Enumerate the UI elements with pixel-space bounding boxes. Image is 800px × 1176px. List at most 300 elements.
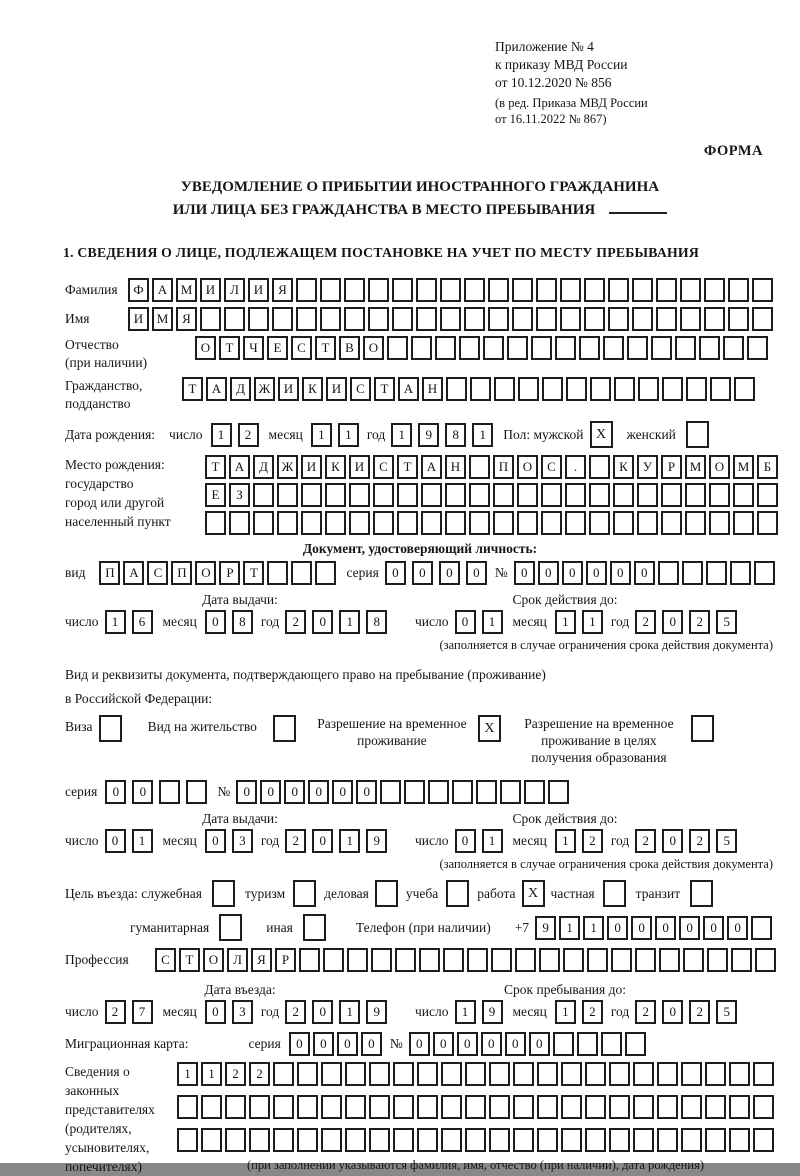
char-box[interactable]: А [421,455,442,479]
char-box[interactable] [293,880,316,907]
char-box[interactable] [517,483,538,507]
char-box[interactable] [757,511,778,535]
char-box[interactable] [489,1095,510,1119]
char-box[interactable] [441,1128,462,1152]
char-box[interactable] [609,1095,630,1119]
char-box[interactable]: 2 [689,610,710,634]
char-box[interactable]: Р [661,455,682,479]
char-box[interactable]: 0 [412,561,433,585]
char-box[interactable]: 1 [555,610,576,634]
char-box[interactable] [680,307,701,331]
char-box[interactable]: У [637,455,658,479]
char-box[interactable] [757,483,778,507]
char-box[interactable] [561,1095,582,1119]
char-box[interactable] [524,780,545,804]
char-box[interactable]: Л [227,948,248,972]
char-box[interactable] [577,1032,598,1056]
char-box[interactable] [491,948,512,972]
char-box[interactable] [658,561,679,585]
char-box[interactable] [303,914,326,941]
birthplace-row1-field[interactable] [205,455,778,479]
char-box[interactable]: 0 [205,829,226,853]
char-box[interactable] [541,511,562,535]
doc-number-field[interactable] [514,561,775,585]
char-box[interactable]: 0 [289,1032,310,1056]
char-box[interactable]: 0 [409,1032,430,1056]
stay-month-field[interactable] [555,1000,603,1024]
char-box[interactable]: 2 [285,829,306,853]
char-box[interactable]: 1 [105,610,126,634]
char-box[interactable] [661,511,682,535]
doc-issue-month-field[interactable] [205,610,253,634]
permit-series-field[interactable] [105,780,207,804]
char-box[interactable] [513,1095,534,1119]
char-box[interactable] [369,1128,390,1152]
char-box[interactable] [296,278,317,302]
residence-permit-checkbox[interactable] [273,715,296,742]
doc-series-field[interactable] [385,561,487,585]
male-checkbox[interactable] [590,421,613,448]
char-box[interactable] [201,1128,222,1152]
char-box[interactable] [297,1095,318,1119]
char-box[interactable]: С [541,455,562,479]
char-box[interactable]: 0 [236,780,257,804]
char-box[interactable]: 0 [205,1000,226,1024]
char-box[interactable] [373,483,394,507]
char-box[interactable]: 9 [366,1000,387,1024]
char-box[interactable] [637,511,658,535]
char-box[interactable] [299,948,320,972]
char-box[interactable] [320,307,341,331]
char-box[interactable] [590,377,611,401]
char-box[interactable]: 5 [716,610,737,634]
char-box[interactable] [752,278,773,302]
char-box[interactable] [212,880,235,907]
char-box[interactable]: Ж [254,377,275,401]
char-box[interactable]: И [248,278,269,302]
char-box[interactable] [371,948,392,972]
doc-valid-month-field[interactable] [555,610,603,634]
char-box[interactable]: П [99,561,120,585]
char-box[interactable] [225,1095,246,1119]
char-box[interactable]: Ж [277,455,298,479]
char-box[interactable]: Д [230,377,251,401]
char-box[interactable]: Д [253,455,274,479]
char-box[interactable] [249,1128,270,1152]
char-box[interactable]: Т [397,455,418,479]
char-box[interactable]: 1 [582,610,603,634]
char-box[interactable] [416,307,437,331]
purpose-work-checkbox[interactable] [522,880,545,907]
char-box[interactable] [710,377,731,401]
char-box[interactable] [584,278,605,302]
char-box[interactable] [321,1062,342,1086]
char-box[interactable]: А [152,278,173,302]
char-box[interactable] [608,307,629,331]
char-box[interactable] [470,377,491,401]
char-box[interactable] [728,307,749,331]
char-box[interactable] [488,278,509,302]
char-box[interactable]: 5 [716,829,737,853]
char-box[interactable]: А [206,377,227,401]
char-box[interactable] [416,278,437,302]
char-box[interactable]: 1 [583,916,604,940]
char-box[interactable] [753,1062,774,1086]
char-box[interactable] [704,278,725,302]
char-box[interactable]: 2 [285,610,306,634]
char-box[interactable] [733,511,754,535]
char-box[interactable] [680,278,701,302]
char-box[interactable] [553,1032,574,1056]
permit-issue-year-field[interactable] [285,829,387,853]
stay-year-field[interactable] [635,1000,737,1024]
char-box[interactable]: Л [224,278,245,302]
char-box[interactable] [752,307,773,331]
char-box[interactable] [681,1095,702,1119]
char-box[interactable] [513,1128,534,1152]
char-box[interactable]: 2 [582,1000,603,1024]
char-box[interactable]: 2 [635,1000,656,1024]
char-box[interactable] [397,483,418,507]
char-box[interactable] [469,455,490,479]
char-box[interactable] [435,336,456,360]
char-box[interactable] [681,1062,702,1086]
char-box[interactable]: 1 [555,1000,576,1024]
char-box[interactable]: 3 [232,1000,253,1024]
char-box[interactable]: 0 [481,1032,502,1056]
char-box[interactable]: В [339,336,360,360]
char-box[interactable]: 0 [727,916,748,940]
char-box[interactable] [633,1095,654,1119]
char-box[interactable] [494,377,515,401]
char-box[interactable] [609,1062,630,1086]
char-box[interactable]: 9 [366,829,387,853]
purpose-private-checkbox[interactable] [603,880,626,907]
purpose-humanitarian-checkbox[interactable] [219,914,242,941]
char-box[interactable]: 0 [385,561,406,585]
char-box[interactable] [411,336,432,360]
female-checkbox[interactable] [686,421,709,448]
char-box[interactable] [277,511,298,535]
profession-field[interactable] [155,948,776,972]
char-box[interactable]: 0 [679,916,700,940]
char-box[interactable] [585,1095,606,1119]
citizenship-field[interactable] [182,377,755,401]
char-box[interactable] [682,561,703,585]
char-box[interactable] [417,1128,438,1152]
char-box[interactable] [548,780,569,804]
char-box[interactable] [349,483,370,507]
char-box[interactable] [730,561,751,585]
char-box[interactable] [662,377,683,401]
char-box[interactable] [368,307,389,331]
char-box[interactable] [465,1128,486,1152]
permit-valid-month-field[interactable] [555,829,603,853]
char-box[interactable]: 0 [634,561,655,585]
char-box[interactable]: 0 [607,916,628,940]
char-box[interactable] [589,483,610,507]
char-box[interactable] [445,483,466,507]
char-box[interactable] [296,307,317,331]
char-box[interactable] [469,483,490,507]
char-box[interactable]: 1 [339,829,360,853]
char-box[interactable] [518,377,539,401]
char-box[interactable] [483,336,504,360]
char-box[interactable] [440,307,461,331]
char-box[interactable] [614,377,635,401]
char-box[interactable] [459,336,480,360]
entry-day-field[interactable] [105,1000,153,1024]
char-box[interactable] [555,336,576,360]
char-box[interactable] [500,780,521,804]
char-box[interactable] [728,278,749,302]
char-box[interactable] [201,1095,222,1119]
char-box[interactable]: Ч [243,336,264,360]
char-box[interactable]: И [278,377,299,401]
char-box[interactable] [273,1095,294,1119]
char-box[interactable]: 0 [260,780,281,804]
char-box[interactable]: . [565,455,586,479]
char-box[interactable]: К [302,377,323,401]
purpose-business-checkbox[interactable] [375,880,398,907]
char-box[interactable] [273,1062,294,1086]
char-box[interactable] [345,1128,366,1152]
char-box[interactable] [704,307,725,331]
char-box[interactable] [464,307,485,331]
char-box[interactable]: Б [757,455,778,479]
char-box[interactable]: 0 [312,610,333,634]
char-box[interactable] [325,511,346,535]
char-box[interactable] [709,483,730,507]
char-box[interactable] [747,336,768,360]
char-box[interactable] [301,483,322,507]
char-box[interactable] [560,307,581,331]
char-box[interactable] [753,1095,774,1119]
char-box[interactable] [632,307,653,331]
char-box[interactable] [731,948,752,972]
stay-day-field[interactable] [455,1000,503,1024]
char-box[interactable] [465,1062,486,1086]
char-box[interactable]: Т [219,336,240,360]
representatives-row2-field[interactable] [177,1095,774,1119]
char-box[interactable] [681,1128,702,1152]
char-box[interactable] [345,1062,366,1086]
char-box[interactable] [705,1128,726,1152]
char-box[interactable]: Н [422,377,443,401]
char-box[interactable] [561,1128,582,1152]
char-box[interactable] [734,377,755,401]
char-box[interactable]: 0 [439,561,460,585]
char-box[interactable] [393,1128,414,1152]
char-box[interactable]: 0 [538,561,559,585]
char-box[interactable]: П [493,455,514,479]
purpose-other-checkbox[interactable] [303,914,326,941]
char-box[interactable] [683,948,704,972]
char-box[interactable] [465,1095,486,1119]
char-box[interactable] [440,278,461,302]
char-box[interactable] [277,483,298,507]
doc-issue-day-field[interactable] [105,610,153,634]
char-box[interactable]: 2 [249,1062,270,1086]
char-box[interactable] [344,278,365,302]
char-box[interactable] [542,377,563,401]
char-box[interactable]: 0 [455,610,476,634]
char-box[interactable] [224,307,245,331]
char-box[interactable] [421,483,442,507]
char-box[interactable]: 0 [662,610,683,634]
char-box[interactable] [512,278,533,302]
char-box[interactable]: И [128,307,149,331]
char-box[interactable]: М [152,307,173,331]
char-box[interactable] [248,307,269,331]
char-box[interactable] [419,948,440,972]
char-box[interactable] [633,1128,654,1152]
char-box[interactable] [297,1128,318,1152]
char-box[interactable] [657,1095,678,1119]
char-box[interactable] [489,1128,510,1152]
char-box[interactable]: П [171,561,192,585]
char-box[interactable] [469,511,490,535]
char-box[interactable]: 7 [132,1000,153,1024]
char-box[interactable] [536,307,557,331]
char-box[interactable] [603,336,624,360]
permit-issue-month-field[interactable] [205,829,253,853]
char-box[interactable]: 3 [232,829,253,853]
char-box[interactable]: О [203,948,224,972]
char-box[interactable] [272,307,293,331]
char-box[interactable] [589,511,610,535]
birthplace-row2-field[interactable] [205,483,778,507]
char-box[interactable] [627,336,648,360]
char-box[interactable]: 1 [339,610,360,634]
char-box[interactable]: А [123,561,144,585]
birth-year-field[interactable] [391,423,493,447]
char-box[interactable] [755,948,776,972]
char-box[interactable] [369,1095,390,1119]
char-box[interactable]: X [522,880,545,907]
char-box[interactable]: Я [272,278,293,302]
char-box[interactable]: 0 [361,1032,382,1056]
char-box[interactable] [685,511,706,535]
char-box[interactable]: Т [179,948,200,972]
char-box[interactable] [387,336,408,360]
patronymic-field[interactable] [195,336,768,360]
char-box[interactable] [579,336,600,360]
char-box[interactable] [321,1128,342,1152]
char-box[interactable]: 2 [225,1062,246,1086]
char-box[interactable]: 1 [132,829,153,853]
char-box[interactable] [608,278,629,302]
char-box[interactable]: 0 [313,1032,334,1056]
char-box[interactable]: Р [219,561,240,585]
char-box[interactable]: 0 [132,780,153,804]
char-box[interactable] [517,511,538,535]
char-box[interactable]: 8 [366,610,387,634]
char-box[interactable] [512,307,533,331]
char-box[interactable]: 6 [132,610,153,634]
char-box[interactable]: 9 [535,916,556,940]
char-box[interactable]: Ф [128,278,149,302]
char-box[interactable]: 2 [689,1000,710,1024]
char-box[interactable]: 8 [445,423,466,447]
temp-residence-edu-checkbox[interactable] [691,715,714,742]
char-box[interactable]: С [291,336,312,360]
char-box[interactable]: 2 [689,829,710,853]
char-box[interactable] [421,511,442,535]
birth-day-field[interactable] [211,423,259,447]
birth-month-field[interactable] [311,423,359,447]
permit-valid-year-field[interactable] [635,829,737,853]
char-box[interactable] [563,948,584,972]
char-box[interactable]: 0 [562,561,583,585]
char-box[interactable] [99,715,122,742]
char-box[interactable] [536,278,557,302]
char-box[interactable] [229,511,250,535]
char-box[interactable] [443,948,464,972]
char-box[interactable] [537,1095,558,1119]
char-box[interactable] [635,948,656,972]
char-box[interactable] [637,483,658,507]
char-box[interactable]: 0 [703,916,724,940]
char-box[interactable]: А [398,377,419,401]
char-box[interactable] [656,307,677,331]
doc-valid-year-field[interactable] [635,610,737,634]
char-box[interactable]: 0 [337,1032,358,1056]
char-box[interactable]: З [229,483,250,507]
char-box[interactable] [729,1128,750,1152]
char-box[interactable]: И [349,455,370,479]
migration-number-field[interactable] [409,1032,646,1056]
doc-kind-field[interactable] [99,561,336,585]
char-box[interactable]: 0 [631,916,652,940]
char-box[interactable]: 0 [662,829,683,853]
char-box[interactable] [428,780,449,804]
char-box[interactable] [467,948,488,972]
char-box[interactable]: К [613,455,634,479]
char-box[interactable] [186,780,207,804]
char-box[interactable] [584,307,605,331]
char-box[interactable] [675,336,696,360]
given-name-field[interactable] [128,307,773,331]
char-box[interactable]: Т [315,336,336,360]
temp-residence-checkbox[interactable] [478,715,501,742]
char-box[interactable]: X [590,421,613,448]
char-box[interactable] [177,1128,198,1152]
char-box[interactable]: Я [251,948,272,972]
char-box[interactable] [707,948,728,972]
char-box[interactable] [225,1128,246,1152]
purpose-official-checkbox[interactable] [212,880,235,907]
char-box[interactable] [685,483,706,507]
char-box[interactable] [585,1128,606,1152]
char-box[interactable] [446,377,467,401]
char-box[interactable] [397,511,418,535]
char-box[interactable]: 1 [339,1000,360,1024]
char-box[interactable]: 0 [610,561,631,585]
char-box[interactable]: 1 [311,423,332,447]
char-box[interactable] [699,336,720,360]
char-box[interactable] [249,1095,270,1119]
char-box[interactable] [488,307,509,331]
char-box[interactable]: О [195,561,216,585]
phone-field[interactable] [535,916,772,940]
char-box[interactable]: 0 [312,1000,333,1024]
char-box[interactable]: 1 [559,916,580,940]
char-box[interactable] [751,916,772,940]
char-box[interactable] [177,1095,198,1119]
char-box[interactable]: Т [374,377,395,401]
char-box[interactable] [368,278,389,302]
